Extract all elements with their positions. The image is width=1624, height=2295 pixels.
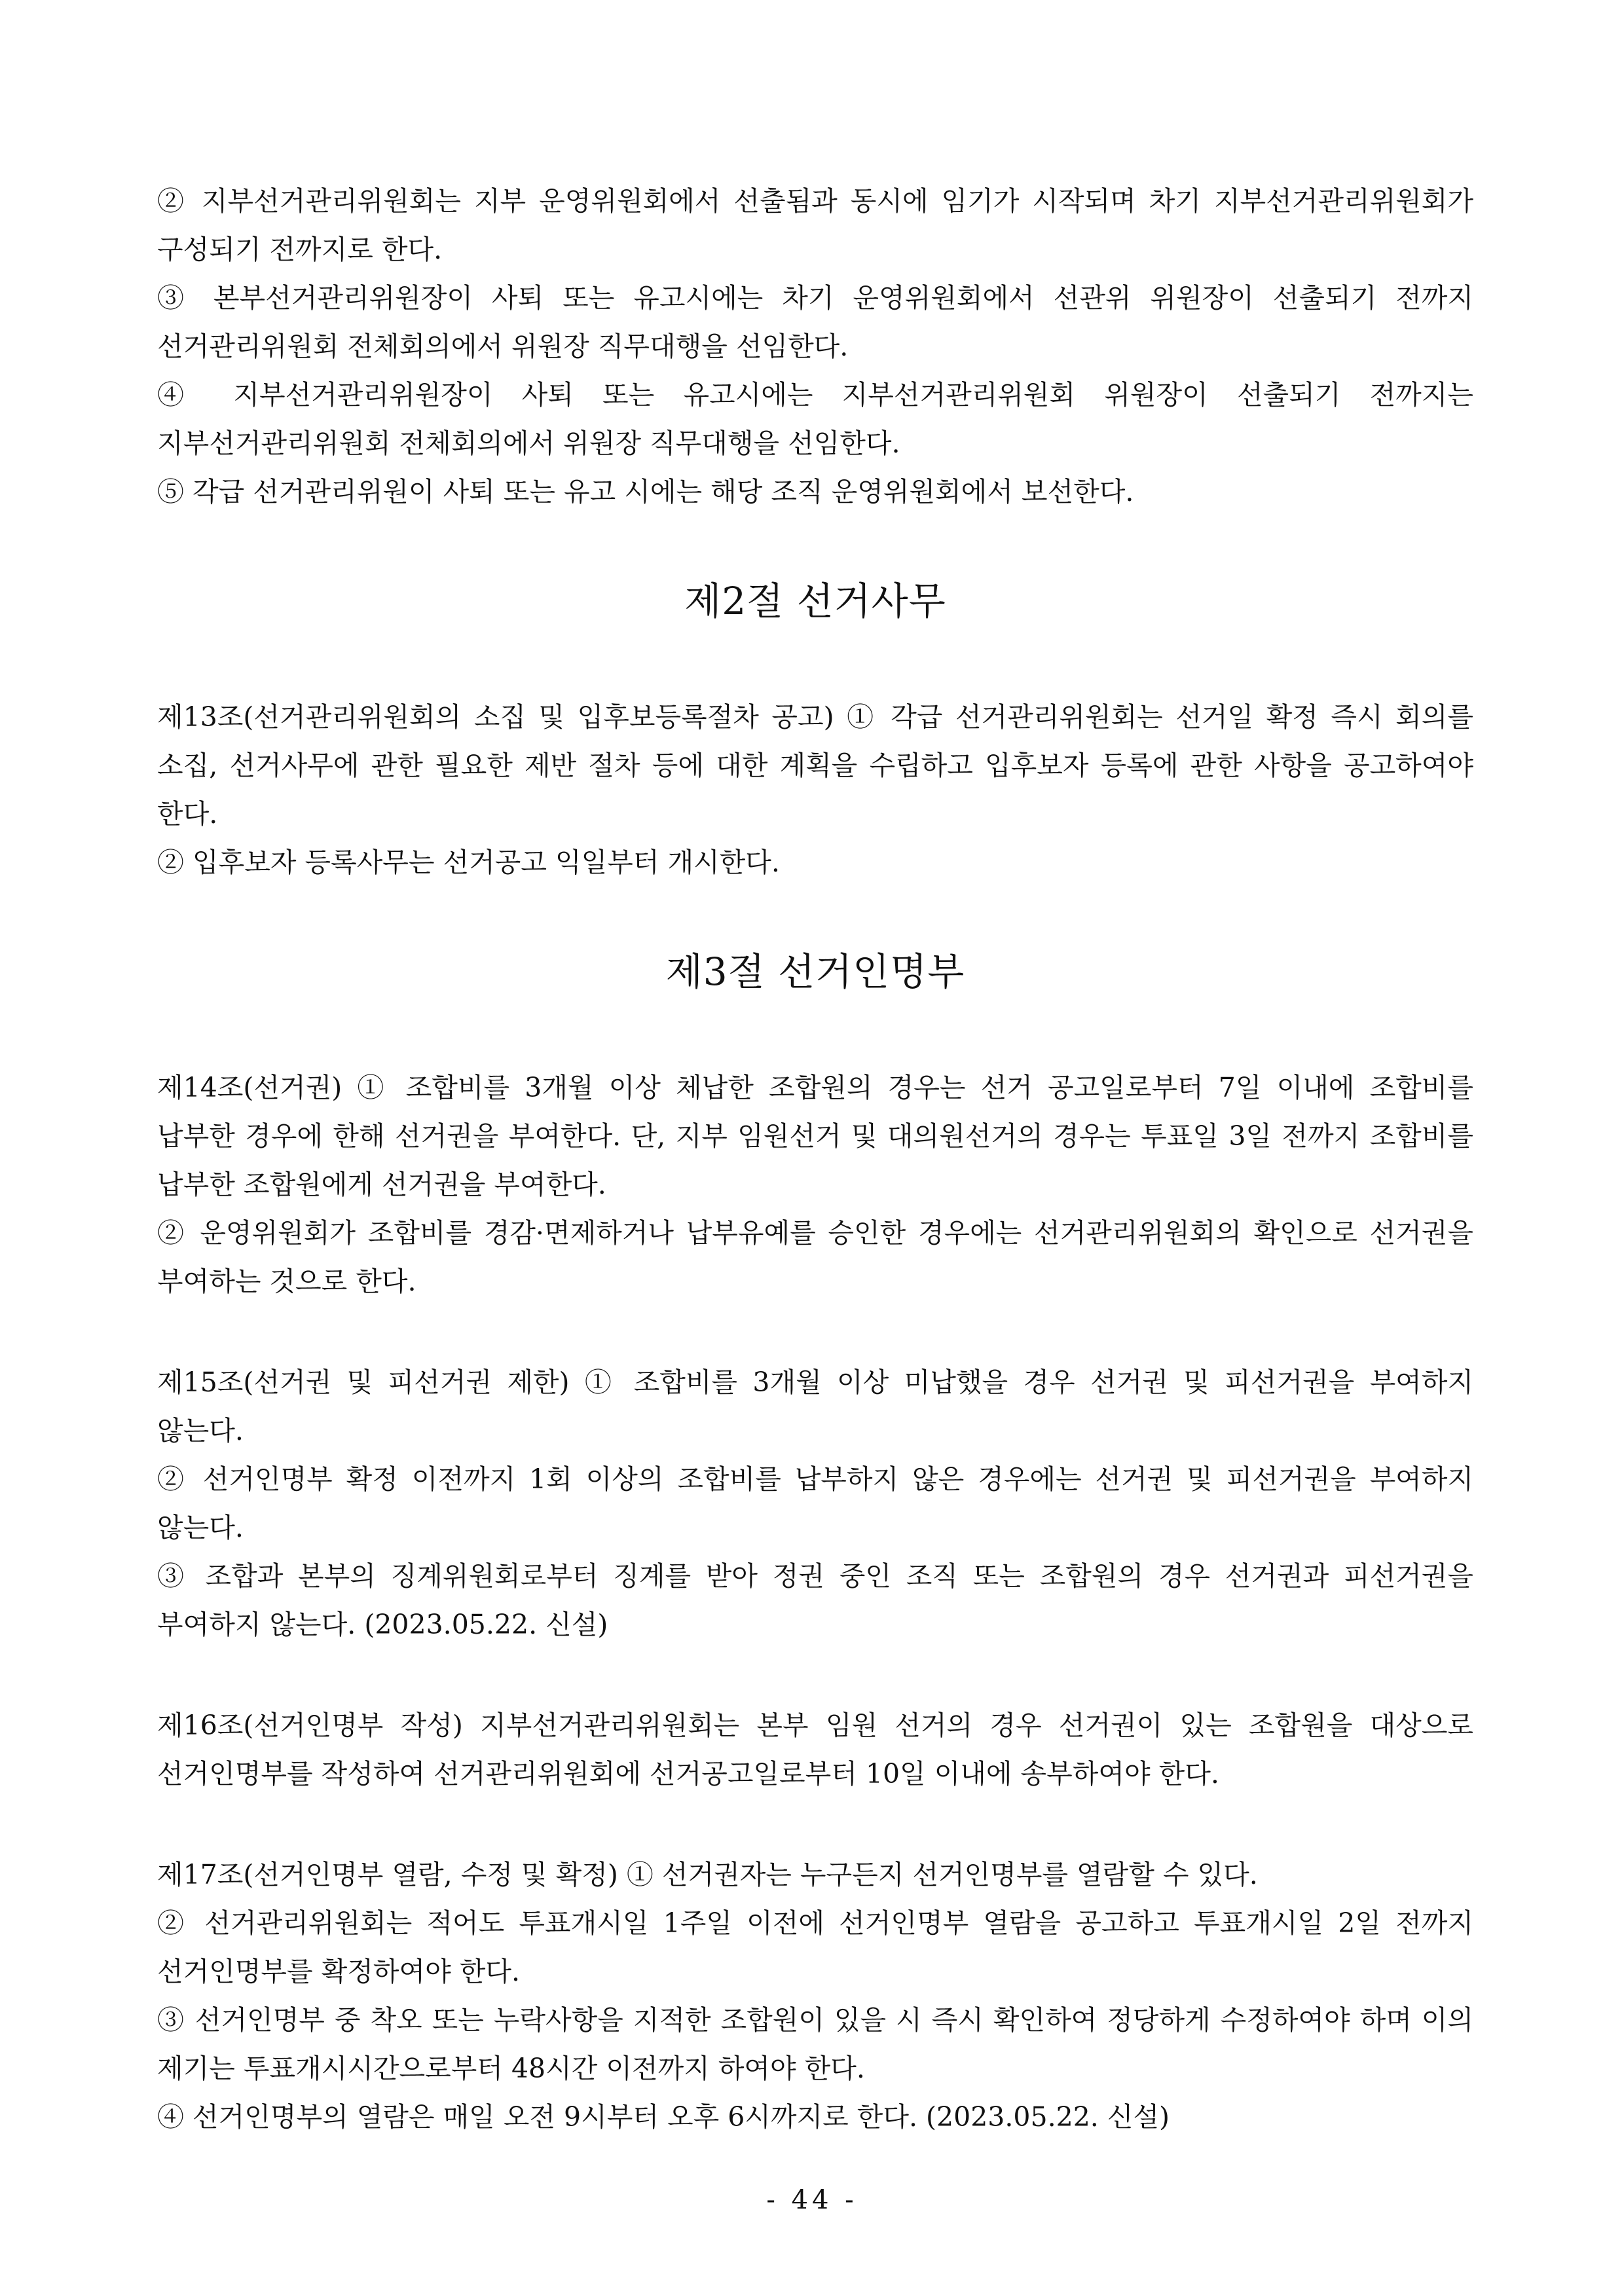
- section-heading-2: 제2절 선거사무: [684, 579, 946, 623]
- paragraph: 제16조(선거인명부 작성) 지부선거관리위원회는 본부 임원 선거의 경우 선거권이 있는 조합원을 대상으로 선거인명부를 작성하여 선거관리위원회에 선거공고일로부터 10일 이내에 송부하여야 한다.: [157, 1710, 1473, 1790]
- paragraph: ④ 지부선거관리위원장이 사퇴 또는 유고시에는 지부선거관리위원회 위원장이 선출되기 전까지는 지부선거관리위원회 전체회의에서 위원장 직무대행을 선임한다.: [157, 379, 1473, 459]
- paragraph: ② 선거인명부 확정 이전까지 1회 이상의 조합비를 납부하지 않은 경우에는 선거권 및 피선거권을 부여하지 않는다.: [157, 1463, 1473, 1543]
- document-body: [157, 177, 1473, 2141]
- paragraph: ③ 조합과 본부의 징계위원회로부터 징계를 받아 정권 중인 조직 또는 조합원의 경우 선거권과 피선거권을 부여하지 않는다. (2023.05.22. 신설): [157, 1560, 1473, 1640]
- paragraph: ③ 선거인명부 중 착오 또는 누락사항을 지적한 조합원이 있을 시 즉시 확인하여 정당하게 수정하여야 하며 이의 제기는 투표개시시간으로부터 48시간 이전까지 하여야 한다.: [157, 2004, 1473, 2084]
- article-12-continuation: [157, 177, 1473, 516]
- section-heading-3: 제3절 선거인명부: [665, 949, 965, 994]
- article-16: [157, 1701, 1473, 1798]
- paragraph: ② 입후보자 등록사무는 선거공고 익일부터 개시한다.: [157, 847, 780, 878]
- paragraph: ③ 본부선거관리위원장이 사퇴 또는 유고시에는 차기 운영위원회에서 선관위 위원장이 선출되기 전까지 선거관리위원회 전체회의에서 위원장 직무대행을 선임한다.: [157, 282, 1473, 362]
- article-14: [157, 1063, 1473, 1306]
- page-number: - 44 -: [766, 2185, 858, 2215]
- paragraph: 제17조(선거인명부 열람, 수정 및 확정) ① 선거권자는 누구든지 선거인명부를 열람할 수 있다.: [157, 1859, 1258, 1890]
- paragraph: 제13조(선거관리위원회의 소집 및 입후보등록절차 공고) ① 각급 선거관리위원회는 선거일 확정 즉시 회의를 소집, 선거사무에 관한 필요한 제반 절차 등에 대한 계획을 수립하고 입후보자 등록에 관한 사항을 공고하여야 한다.: [157, 701, 1473, 830]
- paragraph: ② 선거관리위원회는 적어도 투표개시일 1주일 이전에 선거인명부 열람을 공고하고 투표개시일 2일 전까지 선거인명부를 확정하여야 한다.: [157, 1907, 1473, 1987]
- paragraph: ④ 선거인명부의 열람은 매일 오전 9시부터 오후 6시까지로 한다. (2023.05.22. 신설): [157, 2101, 1170, 2133]
- paragraph: 제15조(선거권 및 피선거권 제한) ① 조합비를 3개월 이상 미납했을 경우 선거권 및 피선거권을 부여하지 않는다.: [157, 1367, 1473, 1446]
- paragraph: ② 지부선거관리위원회는 지부 운영위원회에서 선출됨과 동시에 임기가 시작되며 차기 지부선거관리위원회가 구성되기 전까지로 한다.: [157, 185, 1473, 265]
- paragraph: 제14조(선거권) ① 조합비를 3개월 이상 체납한 조합원의 경우는 선거 공고일로부터 7일 이내에 조합비를 납부한 경우에 한해 선거권을 부여한다. 단, 지부 임원선거 및 대의원선거의 경우는 투표일 3일 전까지 조합비를 납부한 조합원에게 선거권을 부여한다.: [157, 1072, 1473, 1200]
- article-13: [157, 693, 1473, 887]
- paragraph: ⑤ 각급 선거관리위원이 사퇴 또는 유고 시에는 해당 조직 운영위원회에서 보선한다.: [157, 476, 1134, 507]
- paragraph: ② 운영위원회가 조합비를 경감·면제하거나 납부유예를 승인한 경우에는 선거관리위원회의 확인으로 선거권을 부여하는 것으로 한다.: [157, 1217, 1473, 1297]
- article-17: [157, 1850, 1473, 2141]
- article-15: [157, 1358, 1473, 1649]
